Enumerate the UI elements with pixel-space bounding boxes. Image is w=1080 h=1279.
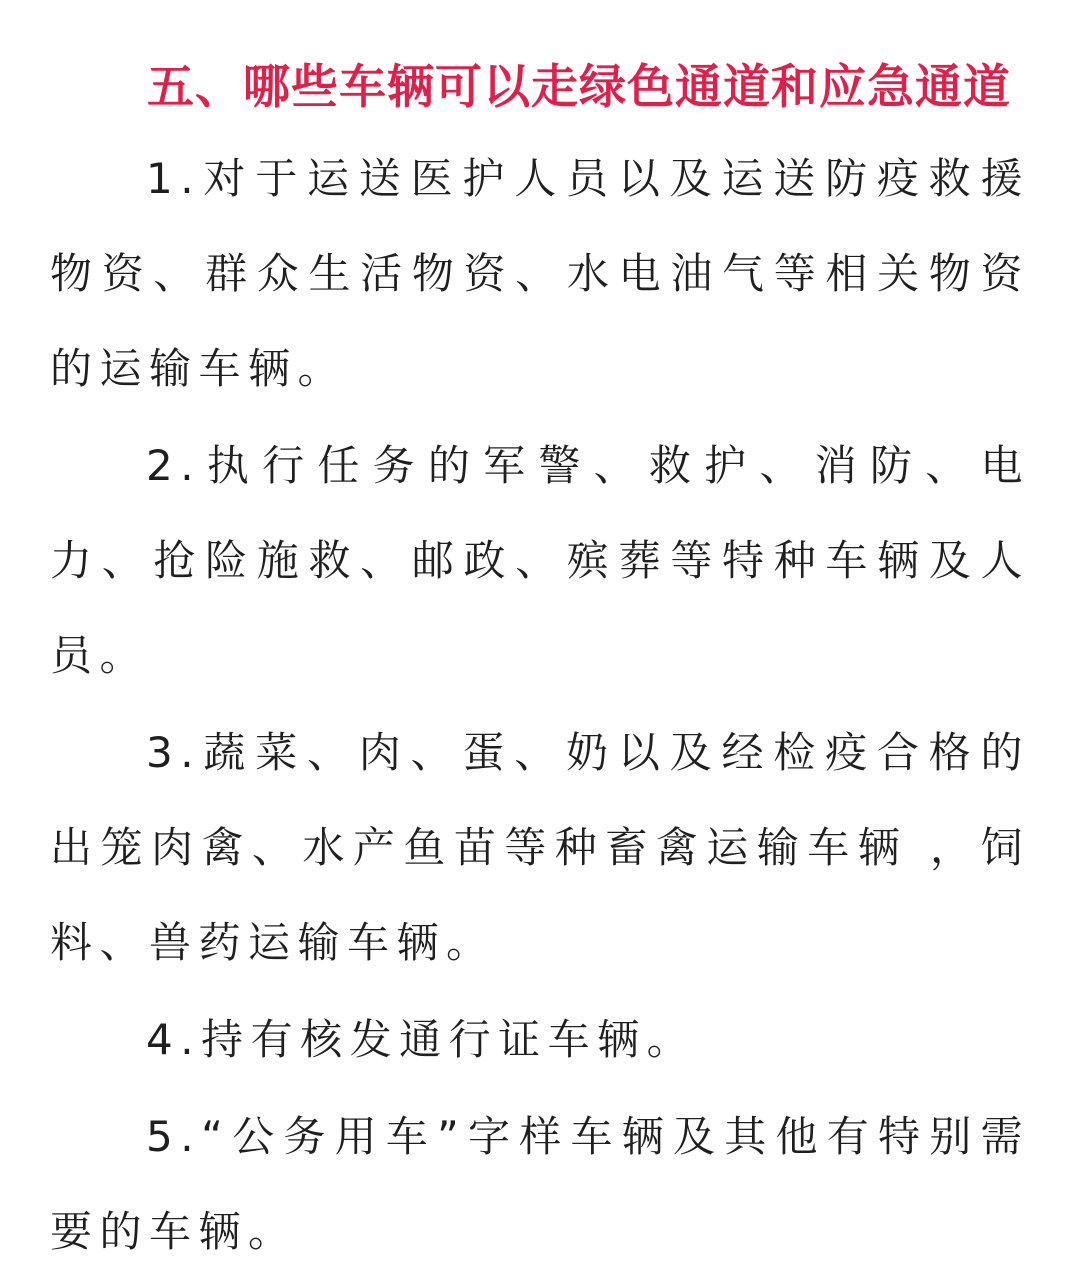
section-title: 五、哪些车辆可以走绿色通道和应急通道 [147,60,1011,115]
list-item-4: 4.持有核发通行证车辆。 [146,1015,697,1064]
list-item-2: 2.执行任务的军警、救护、消防、电力、抢险施救、邮政、殡葬等特种车辆及人员。 [50,441,1030,680]
vehicle-list [50,131,1030,1279]
list-item-5: 5.“公务用车”字样车辆及其他有特别需要的车辆。 [50,1112,1030,1256]
list-item-1: 1.对于运送医护人员以及运送防疫救援物资、群众生活物资、水电油气等相关物资的运输车辆。 [50,154,1030,393]
list-item-3: 3.蔬菜、肉、蛋、奶以及经检疫合格的出笼肉禽、水产鱼苗等种畜禽运输车辆 ，饲料、兽药运输车辆。 [50,728,1030,967]
